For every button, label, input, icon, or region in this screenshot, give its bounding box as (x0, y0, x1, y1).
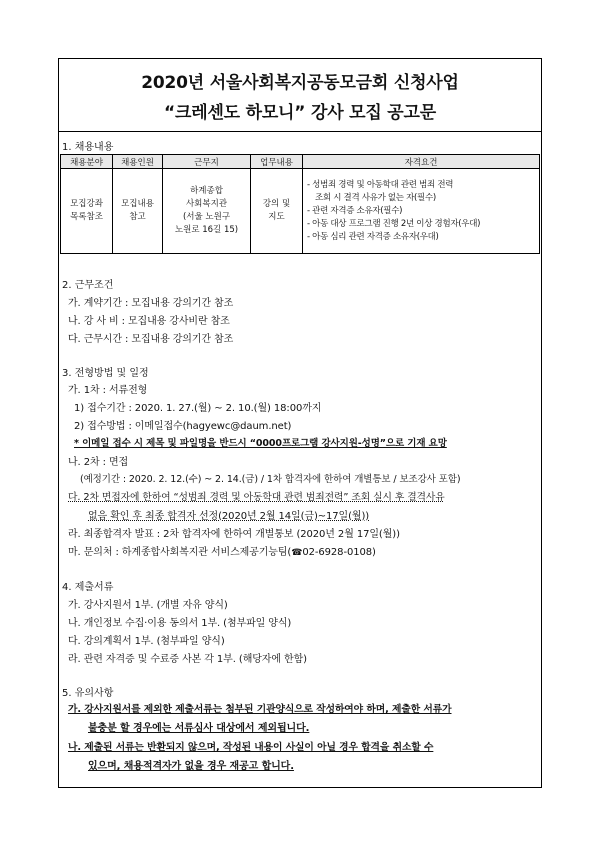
header-field: 채용분야 (61, 155, 113, 169)
contact-number: 02-6928-0108) (302, 547, 376, 558)
qualification-line: 조회 시 결격 사유가 없는 자(필수) (315, 192, 436, 203)
document-item: 가. 강사지원서 1부. (개별 자유 양식) (68, 600, 228, 611)
first-round: 가. 1차 : 서류전형 (68, 385, 148, 396)
contract-period: 가. 계약기간 : 모집내용 강의기간 참조 (68, 298, 234, 309)
qualification-line: - 아동 심리 관련 자격증 소유자(우대) (307, 231, 439, 242)
cell-qualifications (303, 169, 540, 254)
title-line-2: “크레센도 하모니” 강사 모집 공고문 (164, 103, 436, 123)
contact-prefix: 마. 문의처 : 하계종합사회복지관 서비스제공기능팀( (68, 547, 292, 558)
document-item: 나. 개인정보 수집·이용 동의서 1부. (첨부파일 양식) (68, 618, 292, 629)
cell-field: 모집강좌 목록참조 (61, 169, 113, 254)
header-location: 근무지 (163, 155, 251, 169)
qualification-line: - 성범죄 경력 및 아동학대 관련 범죄 전력 (307, 179, 454, 190)
cell-duty: 강의 및 지도 (251, 169, 303, 254)
second-round-detail: (예정기간 : 2020. 2. 12.(수) ~ 2. 14.(금) / 1차 합격자에 한하여 개별통보 / 보조강사 포함) (80, 474, 461, 485)
section-3-heading: 3. 전형방법 및 일정 (62, 368, 149, 379)
table-row (61, 169, 540, 254)
section-1-heading: 1. 채용내용 (62, 142, 114, 153)
final-announcement: 라. 최종합격자 발표 : 2차 합격자에 한하여 개별통보 (2020년 2월 17일(월)) (68, 529, 400, 540)
header-duty: 업무내용 (251, 155, 303, 169)
caution-2-line-2: 있으며, 채용적격자가 없을 경우 재공고 합니다. (88, 761, 294, 772)
cell-count: 모집내용 참고 (113, 169, 163, 254)
second-round: 나. 2차 : 면접 (68, 457, 129, 468)
caution-1-line-1: 가. 강사지원서를 제외한 제출서류는 첨부된 기관양식으로 작성하여야 하며, 제출한 서류가 (68, 704, 452, 715)
background-check-line-1: 다. 2차 면접자에 한하여 “성범죄 경력 및 아동학대 관련 범죄전력” 조회 실시 후 결격사유 (68, 492, 445, 503)
lecture-fee: 나. 강 사 비 : 모집내용 강사비란 참조 (68, 316, 230, 327)
email-notice: * 이메일 접수 시 제목 및 파일명을 반드시 “0000프로그램 강사지원-성명”으로 기재 요망 (74, 438, 447, 449)
section-4-heading: 4. 제출서류 (62, 582, 114, 593)
document-item: 라. 관련 자격증 및 수료증 사본 각 1부. (해당자에 한함) (68, 654, 307, 665)
header-qualifications: 자격요건 (303, 155, 540, 169)
background-check-line-2: 없음 확인 후 최종 합격자 선정(2020년 2월 14일(금)~17일(월)) (88, 511, 370, 522)
phone-icon: ☎ (291, 548, 303, 558)
title-box (58, 58, 542, 132)
recruitment-table (60, 154, 540, 254)
caution-1-line-2: 불충분 할 경우에는 서류심사 대상에서 제외됩니다. (88, 723, 310, 734)
contact-line (68, 543, 376, 558)
working-hours: 다. 근무시간 : 모집내용 강의기간 참조 (68, 334, 234, 345)
header-count: 채용인원 (113, 155, 163, 169)
section-2-heading: 2. 근무조건 (62, 280, 114, 291)
section-5-heading: 5. 유의사항 (62, 688, 114, 699)
cell-location: 하계종합 사회복지관 (서울 노원구 노원로 16길 15) (163, 169, 251, 254)
qualification-line: - 아동 대상 프로그램 진행 2년 이상 경험자(우대) (307, 218, 481, 229)
caution-2-line-1: 나. 제출된 서류는 반환되지 않으며, 작성된 내용이 사실이 아닐 경우 합격을 취소할 수 (68, 742, 434, 753)
application-method: 2) 접수방법 : 이메일접수(hagyewc@daum.net) (74, 421, 292, 432)
qualification-line: - 관련 자격증 소유자(필수) (307, 205, 403, 216)
title-line-1: 2020년 서울사회복지공동모금회 신청사업 (141, 73, 459, 93)
document-item: 다. 강의계획서 1부. (첨부파일 양식) (68, 636, 225, 647)
table-header-row (61, 155, 540, 169)
application-period: 1) 접수기간 : 2020. 1. 27.(월) ~ 2. 10.(월) 18:00까지 (74, 403, 322, 414)
